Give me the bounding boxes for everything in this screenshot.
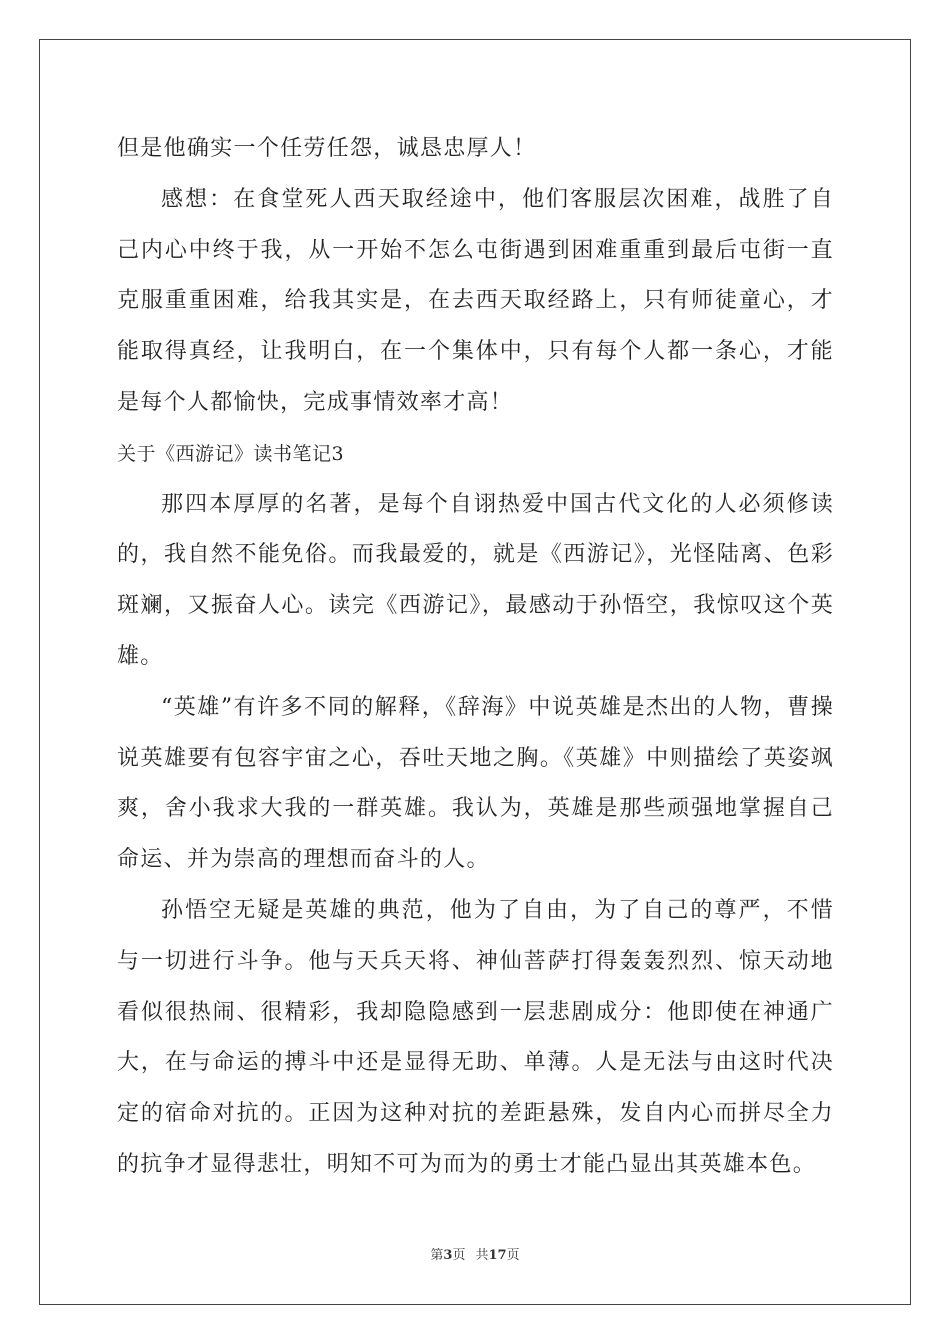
section-heading: 关于《西游记》读书笔记3 [117,442,345,465]
page-footer [0,1244,950,1263]
total-pages: 17 [488,1248,507,1263]
section-paragraph-3: 孙悟空无疑是英雄的典范，他为了自由，为了自己的尊严，不惜与一切进行斗争。他与天兵天将、神仙菩萨打得轰轰烈烈、惊天动地看似很热闹、很精彩，我却隐隐感到一层悲剧成分：他即使在神通广大，在与命运的搏斗中还是显得无助、单薄。人是无法与由这时代决定的宿命对抗的。正因为这种对抗的差距悬殊，发自内心而拼尽全力的抗争才显得悲壮，明知不可为而为的勇士才能凸显出其英雄本色。 [117,897,834,1177]
document-body [117,124,834,1191]
total-prefix: 共 [475,1248,489,1263]
paragraph-1: 但是他确实一个任劳任怨，诚恳忠厚人！ [117,136,537,161]
page-number: 3 [443,1248,453,1263]
page-prefix: 第 [430,1248,444,1263]
paragraph-2: 感想：在食堂死人西天取经途中，他们客服层次困难，战胜了自己内心中终于我，从一开始不怎么屯街遇到困难重重到最后屯街一直克服重重困难，给我其实是，在去西天取经路上，只有师徒童心，才能取得真经，让我明白，在一个集体中，只有每个人都一条心，才能是每个人都愉快，完成事情效率才高！ [117,186,834,415]
section-paragraph-1: 那四本厚厚的名著，是每个自诩热爱中国古代文化的人必须修读的，我自然不能免俗。而我最爱的，就是《西游记》，光怪陆离、色彩斑斓，又振奋人心。读完《西游记》，最感动于孙悟空，我惊叹这个英雄。 [117,491,834,669]
total-suffix: 页 [506,1248,520,1263]
section-paragraph-2: “英雄”有许多不同的解释，《辞海》中说英雄是杰出的人物，曹操说英雄要有包容宇宙之心，吞吐天地之胸。《英雄》中则描绘了英姿飒爽，舍小我求大我的一群英雄。我认为，英雄是那些顽强地掌握自己命运、并为崇高的理想而奋斗的人。 [117,694,834,873]
page-suffix: 页 [452,1248,466,1263]
